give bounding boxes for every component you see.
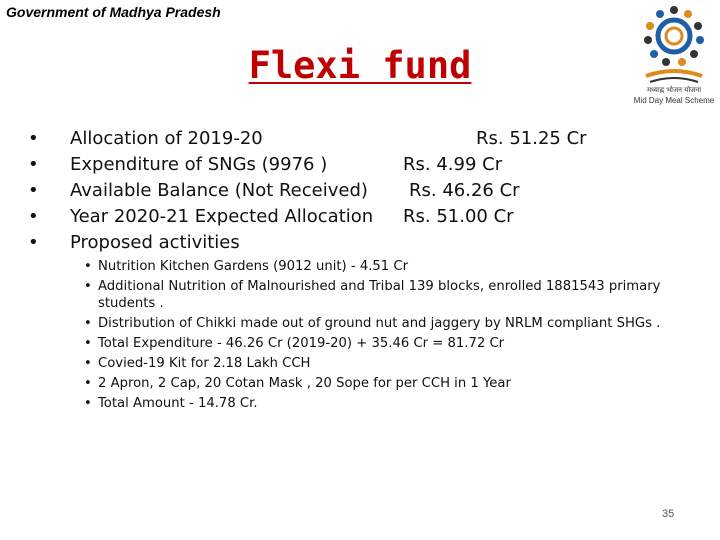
sub-item-text: 2 Apron, 2 Cap, 20 Cotan Mask , 20 Sope for per CCH in 1 Year xyxy=(98,376,511,391)
item-label: Allocation of 2019-20 xyxy=(70,128,263,149)
logo-caption-english: Mid Day Meal Scheme xyxy=(633,96,715,105)
bullet-icon: • xyxy=(84,396,92,411)
page-number: 35 xyxy=(662,508,675,520)
bullet-icon: • xyxy=(28,128,39,149)
bullet-icon: • xyxy=(84,316,92,331)
item-amount: Rs. 4.99 Cr xyxy=(403,154,503,175)
bullet-icon: • xyxy=(84,259,92,274)
bullet-icon: • xyxy=(84,356,92,371)
bullet-icon: • xyxy=(28,232,39,253)
slide-title xyxy=(0,44,720,87)
organization-header: Government of Madhya Pradesh xyxy=(6,4,221,20)
bullet-icon: • xyxy=(84,376,92,391)
item-amount: Rs. 51.25 Cr xyxy=(476,128,587,149)
bullet-icon: • xyxy=(28,206,39,227)
sub-item-text: Nutrition Kitchen Gardens (9012 unit) - 4.51 Cr xyxy=(98,259,409,274)
logo-figures xyxy=(644,6,704,66)
item-label: Expenditure of SNGs (9976 ) xyxy=(70,154,328,175)
sub-item-text: Total Expenditure - 46.26 Cr (2019-20) + 35.46 Cr = 81.72 Cr xyxy=(98,336,505,351)
slide-title-text: Flexi fund xyxy=(248,44,472,87)
bullet-icon: • xyxy=(28,154,39,175)
item-label: Year 2020-21 Expected Allocation xyxy=(70,206,374,227)
sub-list-item xyxy=(84,395,714,412)
bullet-icon: • xyxy=(84,336,92,351)
sub-item-text: Additional Nutrition of Malnourished and Tribal 139 blocks, enrolled 1881543 primary students . xyxy=(98,279,661,311)
item-label: Available Balance (Not Received) xyxy=(70,180,368,201)
sub-list-item xyxy=(84,335,714,352)
logo-caption-hindi: मध्याह्न भोजन योजना xyxy=(646,86,702,94)
sub-list-item xyxy=(84,278,714,312)
item-amount: Rs. 51.00 Cr xyxy=(403,206,514,227)
proposed-activities-list xyxy=(84,258,714,415)
sub-list-item xyxy=(84,258,714,275)
item-label: Proposed activities xyxy=(70,232,240,253)
sub-item-text: Distribution of Chikki made out of ground nut and jaggery by NRLM compliant SHGs . xyxy=(98,316,661,331)
sub-list-item xyxy=(84,355,714,372)
item-amount: Rs. 46.26 Cr xyxy=(409,180,520,201)
sub-item-text: Total Amount - 14.78 Cr. xyxy=(98,396,258,411)
sub-item-text: Covied-19 Kit for 2.18 Lakh CCH xyxy=(98,356,311,371)
sub-list-item xyxy=(84,375,714,392)
sub-list-item xyxy=(84,315,714,332)
bullet-icon: • xyxy=(84,279,92,294)
bullet-icon: • xyxy=(28,180,39,201)
